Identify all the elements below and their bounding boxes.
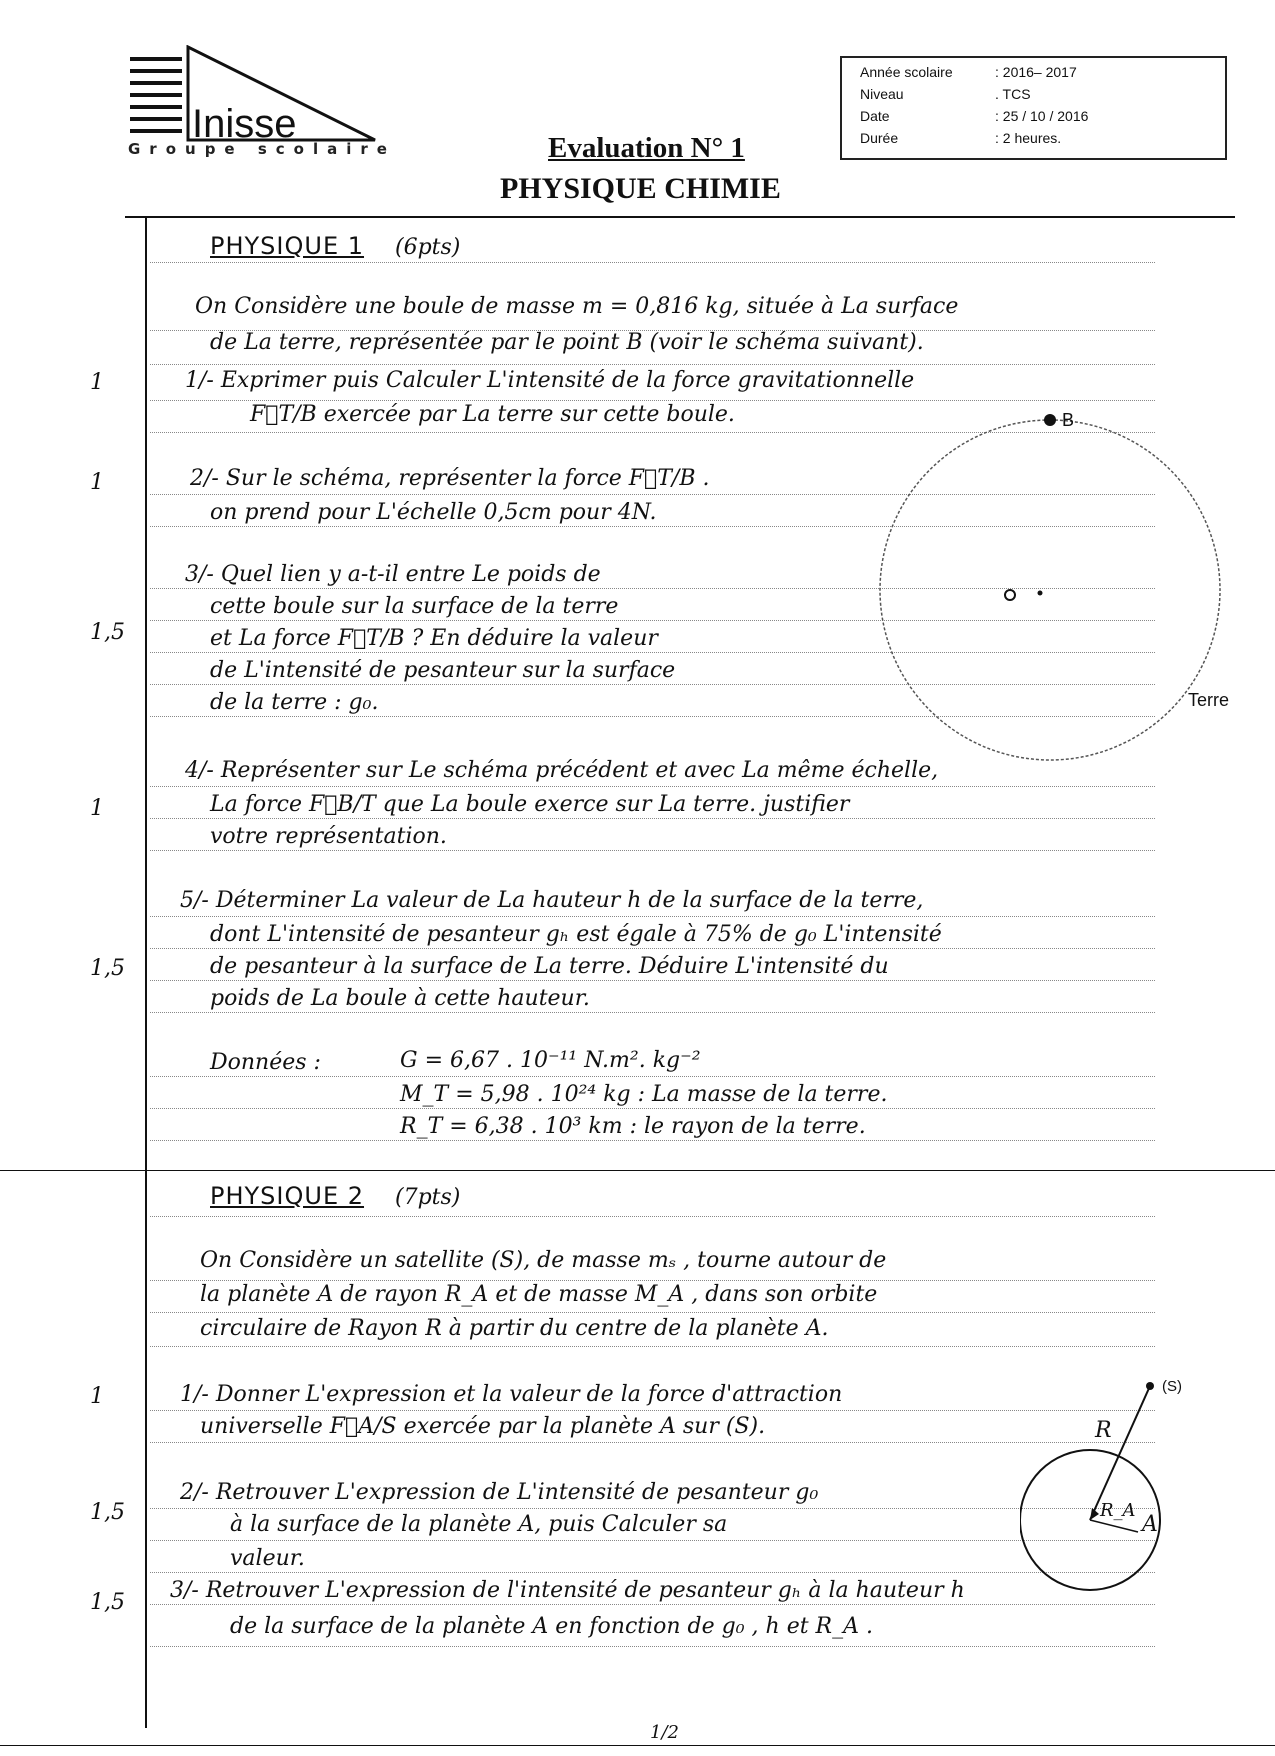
question-line: 5/- Déterminer La valeur de La hauteur h de la surface de la terre, <box>180 888 924 913</box>
question-line: et La force F⃗T/B ? En déduire la valeur <box>210 626 658 651</box>
info-value: . TCS <box>995 86 1031 102</box>
question-line: 3/- Quel lien y a-t-il entre Le poids de <box>185 562 601 587</box>
earth-outline <box>880 420 1220 760</box>
question-line: F⃗T/B exercée par La terre sur cette boule. <box>250 402 735 427</box>
orbit-radius-label: R <box>1095 1418 1112 1443</box>
intro-line: de La terre, représentée par le point B (voir le schéma suivant). <box>210 330 924 355</box>
question-line: 2/- Retrouver L'expression de L'intensité de pesanteur g₀ <box>180 1480 819 1505</box>
earth-center <box>1005 590 1015 600</box>
earth-center-dot <box>1038 591 1043 596</box>
info-key: Année scolaire <box>860 64 953 80</box>
section-title: PHYSIQUE 2 <box>210 1182 365 1210</box>
data-line: G = 6,67 . 10⁻¹¹ N.m². kg⁻² <box>400 1048 701 1073</box>
section-heading-physique2 <box>210 1182 460 1210</box>
question-line: 1/- Exprimer puis Calculer L'intensité de la force gravitationnelle <box>185 368 915 393</box>
question-line: La force F⃗B/T que La boule exerce sur La terre. justifier <box>210 792 850 817</box>
question-line: de la terre : g₀. <box>210 690 379 715</box>
planet-radius-ra <box>1090 1520 1138 1532</box>
question-line: poids de La boule à cette hauteur. <box>210 986 590 1011</box>
exam-title: Evaluation N° 1 <box>548 132 745 164</box>
question-line: dont L'intensité de pesanteur gₕ est égale à 75% de g₀ L'intensité <box>210 922 942 947</box>
section-points: (6pts) <box>395 235 461 260</box>
info-value: : 2016– 2017 <box>995 64 1077 80</box>
question-line: 2/- Sur le schéma, représenter la force F⃗T/B . <box>190 466 710 491</box>
question-line: votre représentation. <box>210 824 447 849</box>
info-box <box>840 56 1227 160</box>
intro-line: circulaire de Rayon R à partir du centre de la planète A. <box>200 1316 829 1341</box>
page-bottom-line <box>0 1745 1275 1746</box>
intro-line: On Considère une boule de masse m = 0,816 kg, située à La surface <box>195 294 959 319</box>
question-mark: 1 <box>90 370 104 395</box>
exam-subject: PHYSIQUE CHIMIE <box>500 172 781 205</box>
question-line: de la surface de la planète A en fonction de g₀ , h et R_A . <box>230 1614 873 1639</box>
logo-name: Inisse <box>192 102 297 146</box>
planet-label: A <box>1142 1512 1158 1537</box>
section-divider <box>0 1170 1275 1171</box>
data-line: M_T = 5,98 . 10²⁴ kg : La masse de la terre. <box>400 1082 888 1107</box>
point-b-label: B <box>1062 410 1075 430</box>
question-mark: 1 <box>90 470 104 495</box>
section-title: PHYSIQUE 1 <box>210 232 365 260</box>
question-line: 4/- Représenter sur Le schéma précédent et avec La même échelle, <box>185 758 939 783</box>
question-line: on prend pour L'échelle 0,5cm pour 4N. <box>210 500 657 525</box>
info-key: Durée <box>860 130 899 146</box>
data-label: Données : <box>210 1050 321 1075</box>
point-b <box>1044 414 1056 426</box>
intro-line: la planète A de rayon R_A et de masse M_A , dans son orbite <box>200 1282 878 1307</box>
question-line: cette boule sur la surface de la terre <box>210 594 619 619</box>
intro-line: On Considère un satellite (S), de masse mₛ , tourne autour de <box>200 1248 887 1273</box>
page-number: 1/2 <box>650 1722 679 1743</box>
question-line: universelle F⃗A/S exercée par la planète A sur (S). <box>200 1414 766 1439</box>
info-key: Date <box>860 108 890 124</box>
earth-label: Terre <box>1188 690 1230 710</box>
question-line: de pesanteur à la surface de La terre. Déduire L'intensité du <box>210 954 889 979</box>
margin-line <box>145 218 147 1728</box>
question-line: 1/- Donner L'expression et la valeur de la force d'attraction <box>180 1382 843 1407</box>
section-heading-physique1 <box>210 232 460 260</box>
question-mark: 1,5 <box>90 620 125 645</box>
info-key: Niveau <box>860 86 904 102</box>
info-value: : 25 / 10 / 2016 <box>995 108 1089 124</box>
earth-diagram <box>860 400 1240 780</box>
logo-tagline: Groupe scolaire <box>128 140 396 158</box>
question-line: valeur. <box>230 1546 305 1571</box>
header-divider <box>125 216 1235 218</box>
question-line: de L'intensité de pesanteur sur la surface <box>210 658 676 683</box>
section-points: (7pts) <box>395 1185 461 1210</box>
question-mark: 1 <box>90 796 104 821</box>
planet-radius-label: R_A <box>1100 1500 1136 1521</box>
data-line: R_T = 6,38 . 10³ km : le rayon de la terre. <box>400 1114 866 1139</box>
question-mark: 1,5 <box>90 956 125 981</box>
question-mark: 1,5 <box>90 1500 125 1525</box>
question-line: 3/- Retrouver L'expression de l'intensité de pesanteur gₕ à la hauteur h <box>170 1578 965 1603</box>
question-mark: 1,5 <box>90 1590 125 1615</box>
question-mark: 1 <box>90 1384 104 1409</box>
planet-diagram <box>1020 1370 1210 1600</box>
question-line: à la surface de la planète A, puis Calculer sa <box>230 1512 728 1537</box>
satellite-label: (S) <box>1162 1378 1182 1395</box>
info-value: : 2 heures. <box>995 130 1062 146</box>
